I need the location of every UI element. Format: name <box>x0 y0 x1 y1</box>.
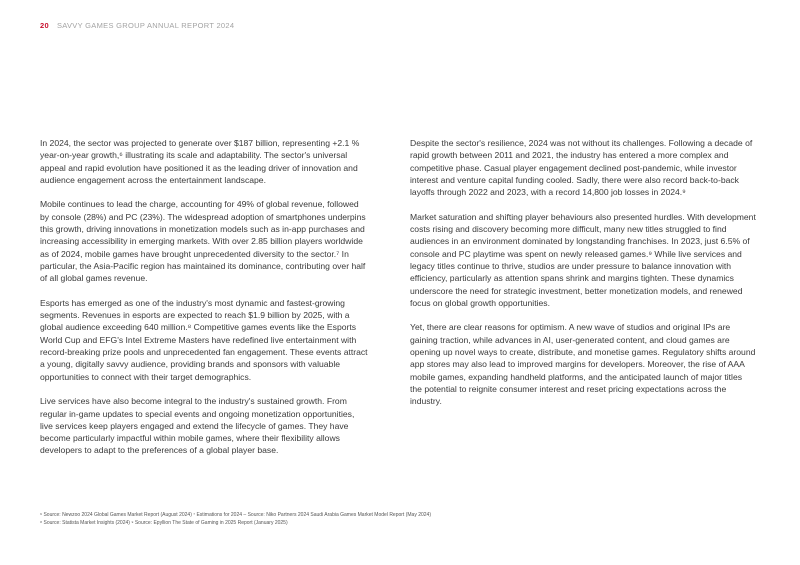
page-number: 20 <box>40 21 49 30</box>
paragraph: Market saturation and shifting player behaviours also presented hurdles. With development costs rising and discovery becoming more difficult, many new titles struggled to find audiences in an environment dominated by longstanding franchises. In 2023, just 6.5% of console and PC playtime was spent on newly released games.⁹ While live services and legacy titles continue to thrive, studios are under pressure to balance innovation with efficiency, particularly as attention spans shrink and margins tighten. These dynamics underscore the need for strategic investment, better monetization models, and renewed focus on global growth opportunities. <box>410 211 756 308</box>
report-title: SAVVY GAMES GROUP ANNUAL REPORT 2024 <box>56 21 235 30</box>
paragraph: Mobile continues to lead the charge, accounting for 49% of global revenue, followed by console (28%) and PC (23%). The widespread adoption of smartphones underpins this growth, driving innovations in monetization models such as in-app purchases and increasing accessibility in emerging markets. With over 2.85 billion players worldwide as of 2024, mobile games have brought unprecedented diversity to the sector.⁷ In particular, the Asia-Pacific region has maintained its dominance, contributing over half of all global games revenue. <box>40 199 366 284</box>
paragraph: Esports has emerged as one of the industry's most dynamic and fastest-growing segments. Revenues in esports are expected to reach $1.9 billion by 2025, with a global audience exceeding 640 million.⁸ Competitive games events like the Esports World Cup and EFG's Intel Extreme Masters have redefined live entertainment with record-breaking prize pools and unprecedented fan engagement. These events attract a young, digitally savvy audience, providing brands and sponsors with valuable opportunities to connect with their target demographics. <box>40 297 368 382</box>
right-column <box>410 137 756 420</box>
footnotes <box>40 511 431 527</box>
footnote-line: ⁸ Source: Statista Market Insights (2024) ⁹ Source: Epyllion The State of Gaming in 2025 Report (January 2025) <box>40 520 288 526</box>
left-column <box>40 137 368 469</box>
footnote-line: ⁶ Source: Newzoo 2024 Global Games Market Report (August 2024) ⁷ Estimations for 2024 – Source: Niko Partners 2024 Saudi Arabia Games Market Model Report (May 2024) <box>40 512 432 518</box>
paragraph: Live services have also become integral to the industry's sustained growth. From regular in-game updates to special events and ongoing monetization opportunities, live services keep players engaged and extend the lifecycle of games. They have become particularly impactful within mobile games, where their flexibility allows developers to adapt to the preferences of a global player base. <box>40 396 355 456</box>
paragraph: Yet, there are clear reasons for optimism. A new wave of studios and original IPs are gaining traction, while advances in AI, user-generated content, and cloud games are opening up novel ways to create, distribute, and monetise games. Regulatory shifts around app stores may also lead to improved margins for developers. Moreover, the rise of AAA mobile games, expanding handheld platforms, and the anticipated launch of major titles the potential to reignite consumer interest and reset pricing expectations across the industry. <box>410 322 756 407</box>
paragraph: Despite the sector's resilience, 2024 was not without its challenges. Following a decade of rapid growth between 2011 and 2021, the industry has entered a more complex and competitive phase. Casual player engagement declined post-pandemic, while investor interest and venture capital funding cooled. Sadly, there were also record back-to-back layoffs through 2022 and 2023, with a record 14,800 job losses in 2024.⁹ <box>410 138 753 198</box>
paragraph: In 2024, the sector was projected to generate over $187 billion, representing +2.1 % year-on-year growth,⁶ illustrating its scale and adaptability. The sector's universal appeal and rapid evolution have positioned it as the leading driver of innovation and audience engagement across the entertainment landscape. <box>40 138 360 185</box>
page-header <box>40 21 234 30</box>
